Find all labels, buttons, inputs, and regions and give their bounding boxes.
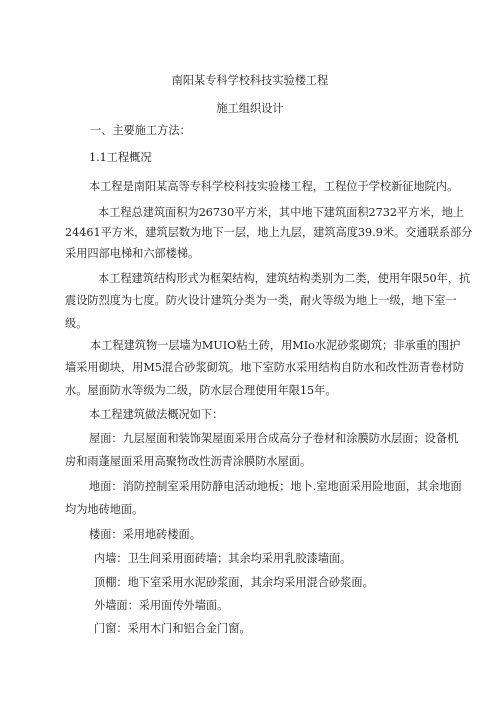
body-line: 本工程是南阳某高等专科学校科技实验楼工程，工程位于学校新征地院内。 [89, 180, 459, 193]
body-line: 24461平方米，建筑层数为地下一层，地上九层，建筑高度39.9米。交通联系部分 [65, 226, 473, 239]
body-line: 地面：消防控制室采用防静电活动地板；地卜.室地面采用险地面，其余地面 [89, 480, 462, 493]
document-subtitle: 施工组织设计 [216, 102, 284, 115]
document-title: 南阳某专科学校科技实验楼工程 [171, 74, 329, 87]
body-line: 本工程建筑结构形式为框架结构，建筑结构类别为二类，使用年限50年，抗 [98, 272, 471, 285]
body-line: 屋面：九层屋面和装饰架屋面采用合成高分子卷材和涂膜防水层面；设备机 [89, 432, 459, 445]
body-line: 墙采用砌块，用M5混合砂浆砌筑。地下室防水采用结构自防水和改性沥青卷材防 [65, 361, 464, 374]
body-line: 震设防烈度为七度。防火设计建筑分类为一类，耐火等级为地上一级，地下室一 [65, 294, 457, 307]
body-line: 本工程建筑物一层墙为MUIO粘土砖，用MIo水泥砂浆砌筑；非承重的围护 [90, 339, 461, 352]
body-line: 均为地砖地面。 [65, 503, 144, 516]
body-line: 水。屋面防水等级为二级，防水层合理使用年限15年。 [65, 384, 337, 397]
body-line: 内墙：卫生间采用面砖墙；其余均采用乳胶漆墙面。 [94, 552, 352, 565]
body-line: 本工程总建筑面积为26730平方米，其中地下建筑面积2732平方米，地上 [98, 206, 465, 219]
body-line: 外墙面：采用面传外墙面。 [94, 599, 229, 612]
body-line: 本工程建筑做法概况如下： [89, 408, 224, 421]
body-line: 顶棚：地下室采用水泥砂浆面，其余均采用混合砂浆面。 [94, 576, 374, 589]
body-line: 房和雨蓬屋面采用高聚物改性沥青涂膜防水屋面。 [65, 455, 312, 468]
body-line: 门窗：采用木门和铝合金门窗。 [94, 622, 251, 635]
body-line: 楼面：采用地砖楼面。 [89, 528, 201, 541]
section-heading: 一、主要施工方法： [90, 124, 191, 137]
body-line: 级。 [65, 317, 88, 330]
subsection-heading: 1.1工程概况 [89, 151, 152, 164]
body-line: 采用四部电梯和六部楼梯。 [65, 247, 200, 260]
